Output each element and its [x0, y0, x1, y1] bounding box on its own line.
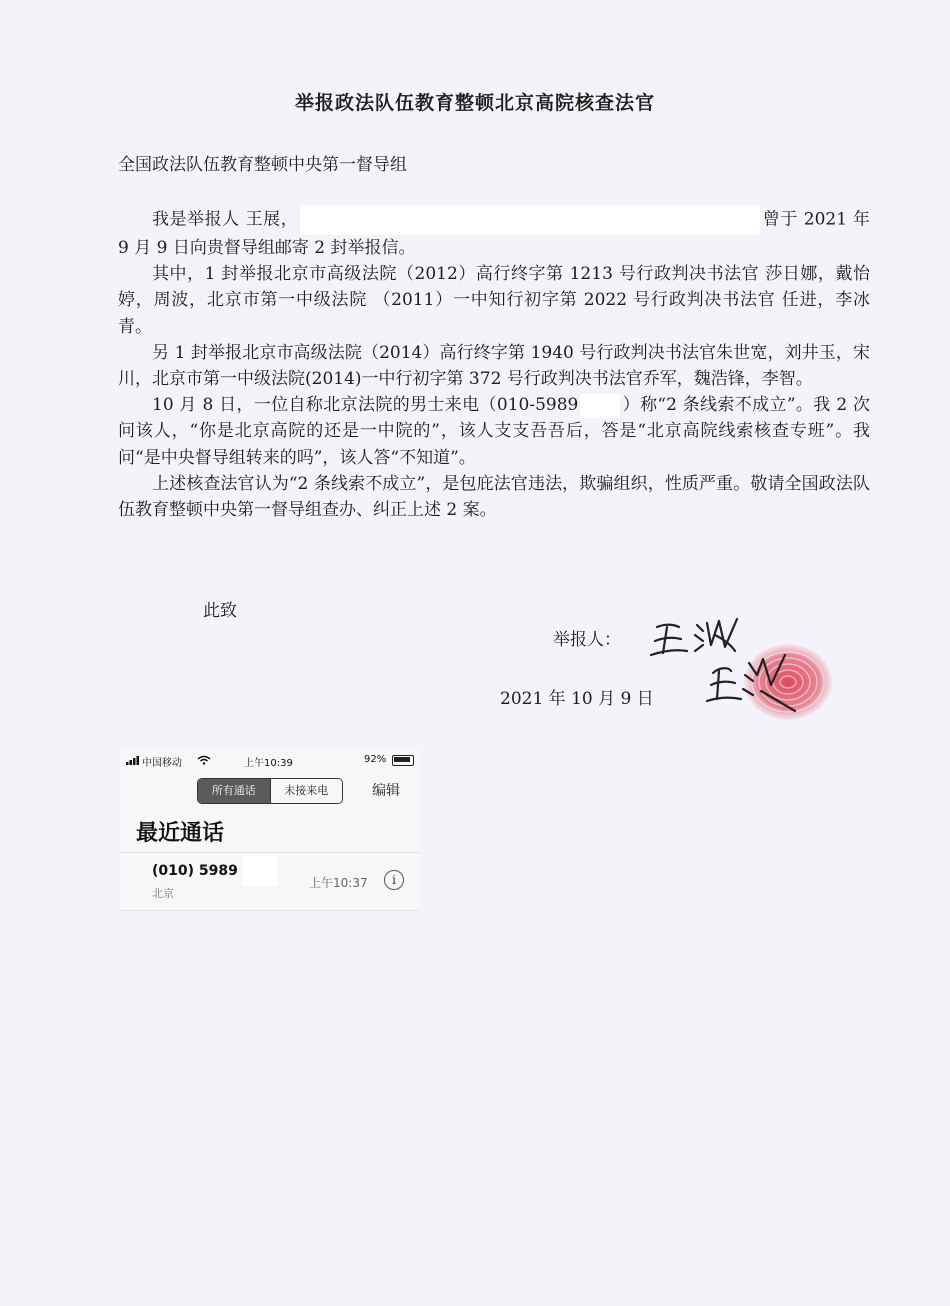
signature-label: 举报人：: [553, 630, 621, 650]
handwritten-signature: [645, 615, 845, 725]
redaction-box: [300, 205, 760, 235]
paragraph-2: 其中，1 封举报北京市高级法院（2012）高行终字第 1213 号行政判决书法官 莎日娜，戴怡婷，周波，北京市第一中级法院 （2011）一中知行初字第 2022 号行政判决书法官 任进，李冰青。: [118, 264, 870, 337]
p4-after: ）称“2 条线索不成立”。我 2 次问该人，“你是北京高院的还是一中院的”，该人支支吾吾后，答是“北京高院线索核查专班”。我问“是中央督导组转来的吗”，该人答“不知道”。: [118, 395, 870, 468]
p1-before: 我是举报人 王展，: [152, 209, 299, 230]
redaction-box: [242, 856, 278, 886]
call-number[interactable]: (010) 5989: [152, 863, 238, 879]
paragraph-1: [118, 205, 870, 261]
status-time: 上午10:39: [244, 758, 293, 769]
p1-after: 曾于 2021 年 9 月 9 日向贵督导组邮寄 2 封举报信。: [118, 209, 871, 258]
tab-all-calls[interactable]: 所有通话: [198, 779, 270, 803]
battery-icon: [392, 755, 414, 766]
p4-before: 10 月 8 日，一位自称北京法院的男士来电（010-5989: [152, 395, 579, 416]
document-title: 举报政法队伍教育整顿北京高院核查法官: [294, 92, 655, 114]
signal-icon: [126, 756, 142, 766]
call-location: 北京: [152, 887, 174, 900]
paragraph-4: [118, 392, 870, 471]
status-bar: [120, 752, 420, 768]
recents-heading: 最近通话: [136, 821, 225, 846]
redaction-box: [580, 394, 620, 418]
carrier-name: 中国移动: [142, 758, 182, 769]
wifi-icon: [197, 755, 211, 765]
closing-salutation: 此致: [203, 601, 237, 621]
paragraph-3: 另 1 封举报北京市高级法院（2014）高行终字第 1940 号行政判决书法官朱世宽，刘井玉，宋川，北京市第一中级法院(2014)一中行初字第 372 号行政判决书法官乔军，魏浩锋，李智。: [118, 342, 870, 390]
tab-missed-calls[interactable]: 未接来电: [270, 779, 343, 803]
letter-date: 2021 年 10 月 9 日: [500, 689, 654, 709]
recipient-line: 全国政法队伍教育整顿中央第一督导组: [118, 155, 407, 175]
phone-recents-screenshot: [120, 748, 420, 911]
edit-button[interactable]: 编辑: [372, 783, 400, 799]
battery-percent: 92%: [364, 754, 387, 765]
paragraph-5: 上述核查法官认为“2 条线索不成立”，是包庇法官违法，欺骗组织，性质严重。敬请全国政法队伍教育整顿中央第一督导组查办、纠正上述 2 案。: [118, 473, 870, 521]
divider: [120, 852, 420, 853]
call-filter-segmented-control[interactable]: [197, 778, 343, 804]
info-icon[interactable]: i: [384, 870, 404, 890]
call-time: 上午10:37: [309, 876, 368, 890]
letter-body: [118, 205, 870, 523]
